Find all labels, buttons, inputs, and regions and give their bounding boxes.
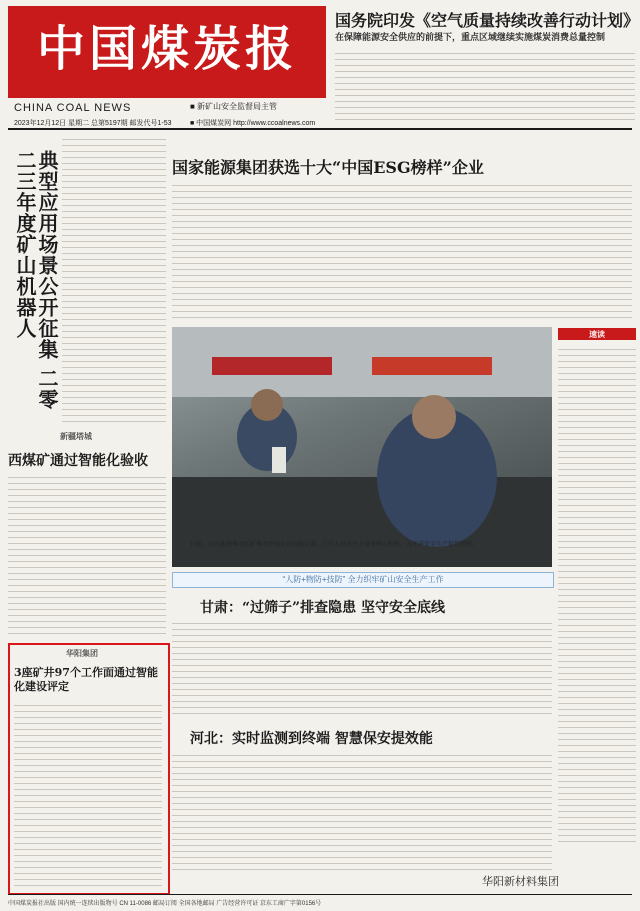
hebei-headline: 河北：实时监测到终端 智慧保安提效能 — [190, 731, 433, 747]
website-info: ■ 中国煤炭网 http://www.ccoalnews.com — [190, 120, 316, 127]
huayang-body — [14, 700, 162, 886]
lead-left-headline: 典型应用场景公开征集 二零二三年度矿山机器人 — [13, 150, 59, 410]
top-story-headline: 国务院印发《空气质量持续改善行动计划》 — [335, 11, 640, 30]
photo-caption: 日前，山东能源集团新矿集团开展全员技能竞赛，工作人员对井下设备精心检修，为冬季安全生产提供保障。 — [190, 541, 479, 548]
masthead-english: CHINA COAL NEWS — [14, 102, 132, 114]
xinjiang-body — [8, 472, 166, 636]
footer-rule — [8, 894, 632, 895]
masthead-sponsor: ■ 新矿山安全监督局主管 — [190, 102, 278, 111]
footer-info: 中国煤炭报社出版 国内统一连续出版物号 CN 11-0086 邮局订阅 全国各地邮局 广告经营许可证 京东工商广字第0156号 — [8, 901, 322, 907]
xinjiang-headline: 西煤矿通过智能化验收 — [8, 453, 148, 469]
masthead-rule — [8, 128, 632, 130]
news-photo — [172, 327, 552, 567]
watermark: 华阳新材料集团 — [482, 876, 559, 888]
section-banner: “人防+物防+技防” 全力织牢矿山安全生产工作 — [172, 572, 554, 588]
lead-center-headline: 国家能源集团获选十大“中国ESG榜样”企业 — [172, 158, 484, 177]
photo-scene — [172, 327, 552, 567]
top-story-subhead: 在保障能源安全供应的前提下，重点区域继续实施煤炭消费总量控制 — [335, 33, 606, 43]
xinjiang-section: 新疆塔城 — [60, 431, 92, 441]
sidebar-title: 速读 — [558, 328, 636, 340]
gansu-headline: 甘肃：“过筛子”排查隐患 坚守安全底线 — [200, 600, 445, 616]
sidebar-body — [558, 344, 636, 844]
top-story-body — [335, 48, 635, 124]
hebei-body — [172, 750, 552, 870]
huayang-section: 华阳集团 — [66, 648, 98, 658]
gansu-body — [172, 618, 552, 718]
masthead-title: 中国煤炭报 — [36, 21, 297, 77]
lead-center-body — [172, 180, 632, 320]
lead-left-body — [62, 134, 166, 424]
huayang-headline: 3座矿井97个工作面通过智能化建设评定 — [14, 666, 158, 693]
issue-info: 2023年12月12日 星期二 总第5197期 邮发代号1-53 — [14, 120, 172, 127]
